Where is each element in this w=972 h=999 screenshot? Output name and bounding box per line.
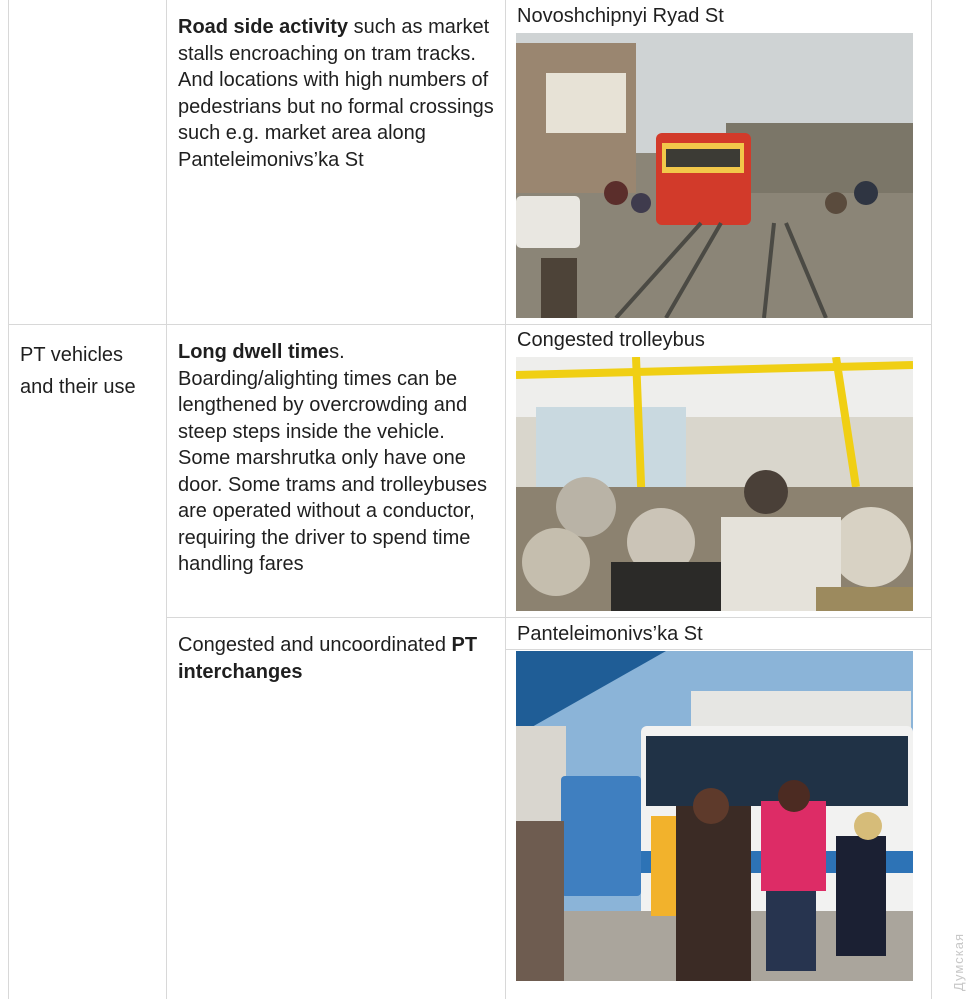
row2-issue-text	[178, 339, 500, 578]
caption-divider-3	[505, 649, 932, 650]
row3-issue-text	[178, 632, 500, 685]
row1-issue-bold: Road side activity	[178, 16, 349, 38]
crowded-trolleybus-interior-photo	[516, 357, 913, 611]
row3-photo-caption: Panteleimonivs’ka St	[517, 623, 703, 645]
row2-issue-body: Boarding/alighting times can be lengthened by overcrowding and steep steps inside the vehicle. Some marshrutka only have one door. Some trams and trolleybuses are operated without a conductor, requiring the driver to spend time handling fares	[178, 367, 488, 575]
row1-issue-body: such as market stalls encroaching on tram tracks. And locations with high numbers of pedestrians but no formal crossings such e.g. market area along Panteleimonivs’ka St	[178, 16, 494, 171]
tram-street-photo	[516, 33, 913, 318]
watermark-text: Думская	[951, 932, 966, 991]
table-column-divider-2	[505, 0, 506, 999]
row2-category: PT vehicles and their use	[20, 344, 136, 398]
row2-issue-bold: Long dwell time	[178, 341, 330, 363]
row2-issue-suffix: s.	[329, 341, 345, 363]
row1-photo-caption: Novoshchipnyi Ryad St	[517, 5, 724, 27]
bus-interchange-photo	[516, 651, 913, 981]
row3-issue-bold: PT interchanges	[178, 634, 478, 683]
row2-photo-caption: Congested trolleybus	[517, 329, 705, 351]
table-border-left	[8, 0, 9, 999]
row1-issue-text	[178, 14, 496, 173]
table-border-right	[931, 0, 932, 999]
table-row-divider-1	[8, 324, 932, 325]
table-column-divider-1	[166, 0, 167, 999]
table-row-divider-2	[166, 617, 932, 618]
row3-issue-pre: Congested and uncoordinated	[178, 634, 452, 656]
